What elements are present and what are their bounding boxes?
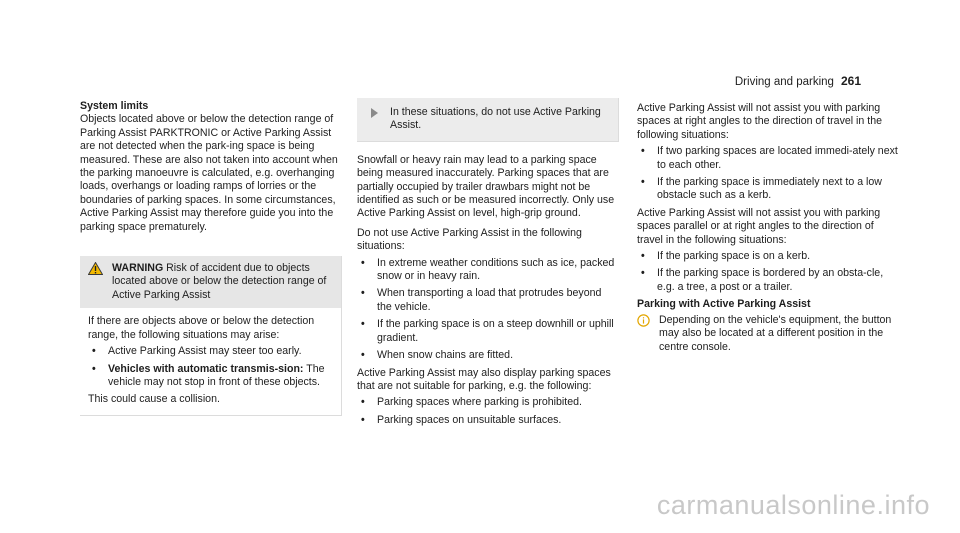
instruction-text: In these situations, do not use Active Parking Assist.: [390, 106, 601, 132]
list-item: [637, 176, 899, 203]
list-item-text: Parking spaces on unsuitable surfaces.: [377, 413, 562, 426]
list-item-text: The vehicle may not stop in front of these objects.: [108, 362, 325, 388]
bullet: •: [641, 267, 645, 280]
bullet: •: [641, 176, 645, 189]
warning-header: [80, 256, 341, 308]
bullet: •: [361, 413, 365, 426]
list-item-text: If two parking spaces are located immedi-ately next to each other.: [657, 145, 898, 171]
bullet: •: [92, 362, 96, 375]
list-item: [357, 287, 619, 314]
warning-label: WARNING: [112, 262, 164, 275]
instruction-box: [357, 98, 619, 142]
list-item: [637, 250, 899, 263]
parallel-list: [637, 250, 899, 294]
info-note: [637, 314, 899, 354]
info-note-text: Depending on the vehicle's equipment, the button may also be located at a different position in the centre console.: [659, 313, 892, 353]
warning-intro: If there are objects above or below the detection range, the following situations may arise:: [88, 315, 315, 341]
bullet: •: [361, 287, 365, 300]
page-number: 261: [840, 74, 861, 88]
system-limits-text: Objects located above or below the detection range of Parking Assist PARKTRONIC or Active Parking Assist are not detected when the park-ing space is being measured. These are also not taken into account when the parking manoeuvre is calculated, e.g. overhanging loads, overhangs or loading ramps of lorries or the boundaries of parking spaces. In some circumstances, Active Parking Assist may therefore guide you into the parking space prematurely.: [80, 113, 338, 233]
list-item: [88, 345, 333, 358]
right-angle-list: [637, 145, 899, 203]
info-icon: [637, 314, 651, 354]
warning-triangle-icon: [88, 262, 104, 302]
bullet: •: [641, 250, 645, 263]
list-item-text: Parking spaces where parking is prohibited.: [377, 396, 582, 409]
list-item: [637, 267, 899, 294]
page-header: [735, 74, 861, 88]
paragraph: Active Parking Assist may also display parking spaces that are not suitable for parking, e.g. the following:: [357, 366, 611, 392]
list-item-text: If the parking space is bordered by an obsta-cle, e.g. a tree, a post or a trailer.: [657, 267, 884, 293]
paragraph: Active Parking Assist will not assist you with parking spaces parallel or at right angles to the direction of travel in the following situations:: [637, 206, 881, 246]
list-item-text: In extreme weather conditions such as ice, packed snow or in heavy rain.: [377, 256, 615, 283]
section-heading: Parking with Active Parking Assist: [637, 298, 811, 311]
paragraph: Do not use Active Parking Assist in the following situations:: [357, 226, 582, 253]
list-item-text: If the parking space is on a steep downhill or uphill gradient.: [377, 318, 614, 344]
column-middle: [357, 98, 619, 431]
list-item: [357, 396, 619, 409]
bullet: •: [641, 145, 645, 158]
warning-title: [112, 262, 333, 302]
warning-conclusion: This could cause a collision.: [88, 393, 220, 406]
list-item: [637, 145, 899, 172]
list-item-text: When transporting a load that protrudes beyond the vehicle.: [377, 287, 602, 313]
bullet: •: [361, 256, 365, 269]
bullet: •: [361, 396, 365, 409]
list-item: [357, 257, 619, 284]
column-right: [637, 102, 899, 354]
list-item-text: Active Parking Assist may steer too early.: [108, 345, 302, 358]
list-item: [88, 363, 333, 390]
watermark: carmanualsonline.info: [656, 490, 930, 520]
paragraph: Active Parking Assist will not assist you with parking spaces at right angles to the direction of travel in the following situations:: [637, 102, 882, 141]
list-item-text: If the parking space is on a kerb.: [657, 250, 811, 263]
list-item: [357, 318, 619, 345]
bullet: •: [361, 349, 365, 362]
paragraph: Snowfall or heavy rain may lead to a parking space being measured inaccurately. Parking spaces that are partially occupied by trailer drawbars might not be identified as such or be measured incorrectly. Only use Active Parking Assist on level, high-grip ground.: [357, 153, 615, 220]
instruction-arrow-icon: [371, 108, 378, 118]
situations-list: [357, 257, 619, 363]
list-item-text: If the parking space is immediately next to a low obstacle such as a kerb.: [657, 176, 882, 202]
list-item: [357, 349, 619, 362]
warning-title-text: Risk of accident due to objects located above or below the detection range of Active Parking Assist: [112, 262, 327, 301]
list-item-bold: Vehicles with automatic transmis-sion:: [108, 362, 304, 375]
warning-box: [80, 256, 342, 416]
system-limits-heading: System limits: [80, 100, 149, 112]
section-title: Driving and parking: [734, 76, 834, 88]
list-item-text: When snow chains are fitted.: [377, 349, 514, 362]
list-item: [357, 414, 619, 427]
unsuitable-list: [357, 396, 619, 427]
column-left: [80, 100, 342, 416]
warning-body: [80, 308, 341, 414]
bullet: •: [92, 345, 96, 358]
bullet: •: [361, 318, 365, 331]
warning-list: [88, 345, 333, 389]
